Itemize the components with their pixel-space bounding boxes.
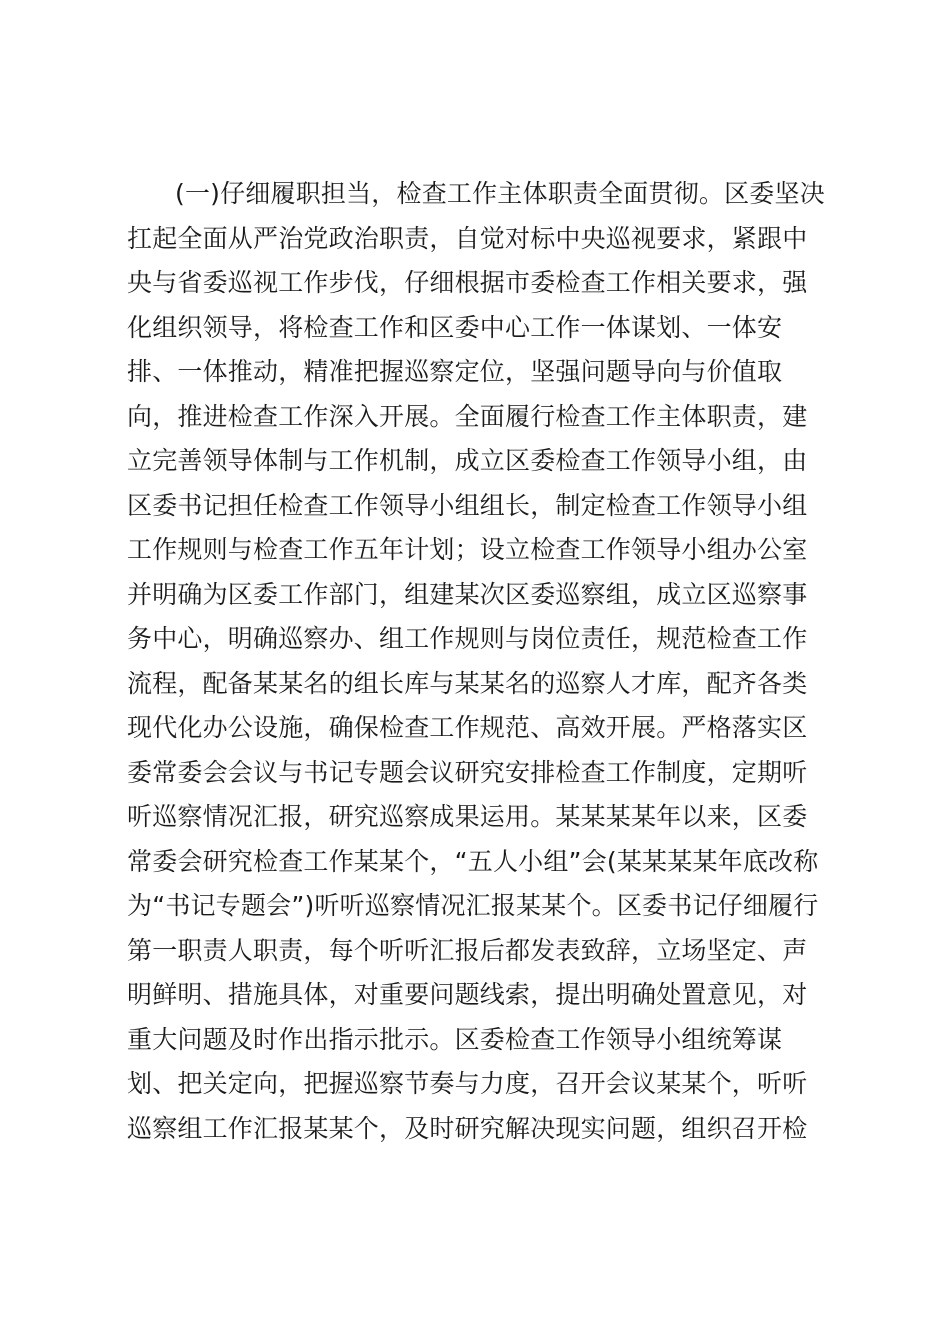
paragraph-line: 工作规则与检查工作五年计划；设立检查工作领导小组办公室 <box>127 535 808 564</box>
paragraph-line: 重大问题及时作出指示批示。区委检查工作领导小组统筹谋 <box>127 1024 783 1054</box>
paragraph-line: 划、把关定向，把握巡察节奏与力度，召开会议某某个，听听 <box>127 1069 808 1098</box>
paragraph-line: 第一职责人职责，每个听听汇报后都发表致辞，立场坚定、声 <box>127 935 808 965</box>
paragraph-line: 现代化办公设施，确保检查工作规范、高效开展。严格落实区 <box>127 713 808 742</box>
paragraph-line: 巡察组工作汇报某某个，及时研究解决现实问题，组织召开检 <box>127 1113 808 1143</box>
paragraph-line: 流程，配备某某名的组长库与某某名的巡察人才库，配齐各类 <box>127 668 808 698</box>
paragraph-line: 立完善领导体制与工作机制，成立区委检查工作领导小组，由 <box>127 446 808 475</box>
paragraph-line: 并明确为区委工作部门，组建某次区委巡察组，成立区巡察事 <box>127 579 808 609</box>
paragraph-line: 委常委会会议与书记专题会议研究安排检查工作制度，定期听 <box>127 757 808 787</box>
paragraph-line: 区委书记担任检查工作领导小组组长，制定检查工作领导小组 <box>127 490 808 520</box>
paragraph-line: 常委会研究检查工作某某个，“五人小组”会(某某某某年底改称 <box>127 846 819 876</box>
paragraph-line: 为“书记专题会”)听听巡察情况汇报某某个。区委书记仔细履行 <box>127 891 819 920</box>
paragraph-line: 务中心，明确巡察办、组工作规则与岗位责任，规范检查工作 <box>127 624 808 653</box>
body-paragraph <box>127 172 827 1151</box>
paragraph-line: 央与省委巡视工作步伐，仔细根据市委检查工作相关要求，强 <box>127 268 808 297</box>
paragraph-line: 化组织领导，将检查工作和区委中心工作一体谋划、一体安 <box>127 312 783 342</box>
paragraph-line: 排、一体推动，精准把握巡察定位，坚强问题导向与价值取 <box>127 357 783 386</box>
paragraph-line: 扛起全面从严治党政治职责，自觉对标中央巡视要求，紧跟中 <box>127 223 808 253</box>
paragraph-line: 明鲜明、措施具体，对重要问题线索，提出明确处置意见，对 <box>127 980 808 1009</box>
paragraph-line: 听巡察情况汇报，研究巡察成果运用。某某某某年以来，区委 <box>127 802 808 831</box>
paragraph-line: (一)仔细履职担当，检查工作主体职责全面贯彻。区委坚决 <box>175 179 825 208</box>
paragraph-line: 向，推进检查工作深入开展。全面履行检查工作主体职责，建 <box>127 401 808 431</box>
